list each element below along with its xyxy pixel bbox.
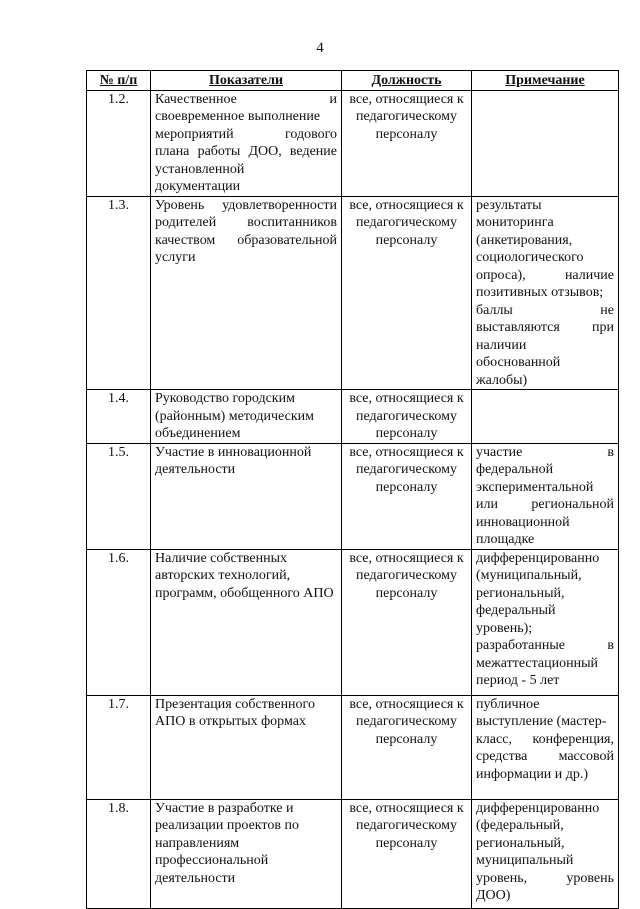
indicator-cell (151, 799, 342, 908)
position-cell (342, 90, 472, 196)
note-line: средства массовой (476, 749, 614, 764)
note-line: позитивных отзывов; (476, 285, 604, 300)
note-line: класс, конференция, (476, 731, 614, 747)
note-line: муниципальный (476, 853, 574, 868)
position-cell (342, 390, 472, 444)
note-line: региональный, (476, 585, 565, 601)
indicator-line: Участие в инновационной (155, 444, 312, 460)
indicator-line: программ, обобщенного АПО (155, 585, 334, 601)
indicator-line: АПО в открытых формах (155, 714, 306, 729)
note-line: экспериментальной (476, 479, 594, 495)
indicator-line: деятельности (155, 462, 236, 477)
indicator-cell (151, 443, 342, 549)
position-line: все, относящиеся к (349, 550, 464, 566)
criteria-table (86, 70, 619, 909)
table-row (87, 196, 619, 390)
note-line: уровень); (476, 620, 533, 636)
table-row (87, 549, 619, 695)
indicator-cell (151, 695, 342, 799)
note-cell (472, 799, 619, 908)
note-line: социологического (476, 250, 584, 265)
position-line: персоналу (375, 835, 438, 851)
page-number: 4 (316, 40, 324, 56)
position-line: педагогическому (356, 818, 457, 833)
note-cell (472, 390, 619, 444)
note-line: (муниципальный, (476, 568, 582, 583)
note-line: дифференцированно (476, 550, 600, 566)
position-line: персоналу (375, 731, 438, 747)
note-line: федеральной (476, 462, 554, 477)
indicator-cell (151, 90, 342, 196)
note-cell (472, 695, 619, 799)
header-indicators: Показатели (151, 71, 342, 91)
note-line: выступление (мастер- (476, 714, 607, 729)
position-line: педагогическому (356, 215, 457, 230)
indicator-line: Уровень удовлетворенности (155, 197, 337, 213)
row-number: 1.5. (87, 443, 151, 549)
position-line: педагогическому (356, 714, 457, 729)
indicator-line: Качественное и (155, 91, 337, 107)
header-note: Примечание (472, 71, 619, 91)
position-cell (342, 799, 472, 908)
position-line: все, относящиеся к (349, 444, 464, 460)
indicator-line: плана работы ДОО, ведение (155, 144, 337, 159)
position-line: персоналу (375, 585, 438, 601)
table-row (87, 695, 619, 799)
indicator-line: объединением (155, 426, 241, 441)
note-line: или региональной (476, 497, 614, 512)
position-line: все, относящиеся к (349, 197, 464, 213)
note-line: дифференцированно (476, 800, 600, 816)
position-line: все, относящиеся к (349, 391, 464, 406)
position-line: педагогическому (356, 462, 457, 477)
note-line: период - 5 лет (476, 673, 560, 688)
indicator-line: реализации проектов по (155, 818, 299, 833)
note-line: площадке (476, 532, 535, 547)
position-line: педагогическому (356, 408, 457, 424)
position-cell (342, 695, 472, 799)
note-line: мониторинга (476, 215, 554, 230)
position-line: персоналу (375, 426, 438, 441)
row-number: 1.3. (87, 196, 151, 390)
note-line: публичное (476, 696, 540, 712)
row-number: 1.7. (87, 695, 151, 799)
position-cell (342, 196, 472, 390)
note-line: уровень, уровень (476, 870, 614, 886)
note-line: разработанные в (476, 638, 614, 653)
row-number: 1.8. (87, 799, 151, 908)
indicator-line: (районным) методическим (155, 408, 314, 424)
position-cell (342, 443, 472, 549)
note-line: (федеральный, (476, 818, 564, 833)
table-row (87, 443, 619, 549)
note-line: информации и др.) (476, 766, 589, 782)
indicator-cell (151, 549, 342, 695)
note-line: (анкетирования, (476, 232, 573, 248)
position-line: персоналу (375, 479, 438, 495)
position-line: педагогическому (356, 568, 457, 583)
header-position: Должность (342, 71, 472, 91)
position-cell (342, 549, 472, 695)
indicator-line: Презентация собственного (155, 696, 315, 712)
position-line: все, относящиеся к (349, 800, 464, 816)
indicator-line: направлениям (155, 835, 240, 851)
note-cell (472, 443, 619, 549)
indicator-line: качеством образовательной (155, 232, 337, 248)
table-row (87, 390, 619, 444)
position-line: персоналу (375, 232, 438, 248)
position-line: педагогическому (356, 109, 457, 124)
position-line: персоналу (375, 126, 438, 142)
note-line: инновационной (476, 514, 570, 530)
indicator-line: авторских технологий, (155, 568, 291, 583)
indicator-line: Наличие собственных (155, 550, 287, 566)
note-line: межаттестационный (476, 655, 598, 671)
position-line: все, относящиеся к (349, 91, 464, 107)
note-line: выставляются при (476, 320, 614, 335)
indicator-cell (151, 390, 342, 444)
header-number: № п/п (87, 71, 151, 91)
note-line: опроса), наличие (476, 267, 614, 283)
note-cell (472, 549, 619, 695)
note-line: региональный, (476, 835, 565, 851)
indicator-line: услуги (155, 250, 196, 265)
indicator-line: установленной (155, 161, 245, 177)
row-number: 1.2. (87, 90, 151, 196)
note-line: участие в (476, 444, 614, 460)
indicator-line: документации (155, 179, 241, 194)
note-line: жалобы) (476, 372, 528, 388)
row-number: 1.6. (87, 549, 151, 695)
position-line: все, относящиеся к (349, 696, 464, 712)
table-row (87, 799, 619, 908)
indicator-cell (151, 196, 342, 390)
row-number: 1.4. (87, 390, 151, 444)
indicator-line: деятельности (155, 870, 236, 886)
note-line: ДОО) (476, 888, 511, 903)
note-line: результаты (476, 197, 542, 213)
table-header-row (87, 71, 619, 91)
note-cell (472, 196, 619, 390)
note-cell (472, 90, 619, 196)
indicator-line: Руководство городским (155, 391, 295, 406)
indicator-line: Участие в разработке и (155, 800, 294, 816)
indicator-line: профессиональной (155, 853, 269, 868)
indicator-line: своевременное выполнение (155, 109, 321, 124)
note-line: наличии (476, 337, 527, 353)
table-row (87, 90, 619, 196)
note-line: обоснованной (476, 355, 561, 370)
note-line: баллы не (476, 302, 614, 318)
indicator-line: родителей воспитанников (155, 215, 337, 230)
indicator-line: мероприятий годового (155, 126, 337, 142)
note-line: федеральный (476, 603, 556, 618)
